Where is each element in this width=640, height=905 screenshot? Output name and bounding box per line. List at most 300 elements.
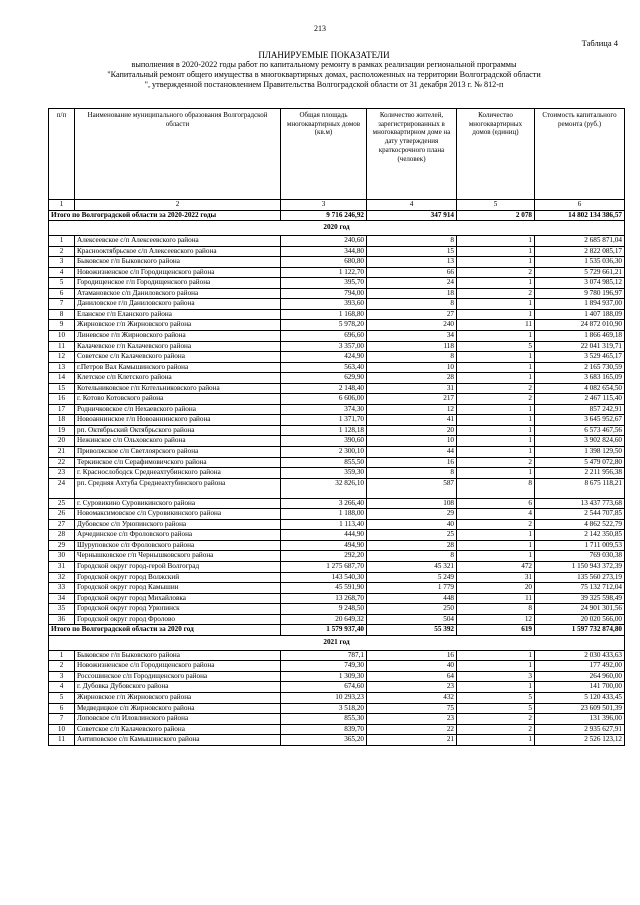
total-all-area: 9 716 246,92	[281, 210, 367, 221]
houses-value: 1	[457, 425, 535, 436]
area-value: 20 649,32	[281, 614, 367, 625]
houses-value: 2	[457, 267, 535, 278]
municipality-name: Линевское г/п Жирновского района	[75, 331, 281, 342]
municipality-name: Еланское г/п Еланского района	[75, 309, 281, 320]
municipality-name: Нежинское с/п Ольховского района	[75, 436, 281, 447]
cost-value: 6 573 467,56	[535, 425, 625, 436]
area-value: 6 606,00	[281, 394, 367, 405]
row-number: 35	[49, 604, 75, 615]
cost-value: 1 894 937,00	[535, 299, 625, 310]
table-row	[49, 561, 625, 572]
houses-value: 11	[457, 320, 535, 331]
municipality-name: Жирновское г/п Жирновского района	[75, 692, 281, 703]
area-value: 3 518,20	[281, 703, 367, 714]
area-value: 444,90	[281, 530, 367, 541]
houses-value: 1	[457, 530, 535, 541]
houses-value: 5	[457, 692, 535, 703]
houses-value: 2	[457, 724, 535, 735]
table-row	[49, 447, 625, 458]
residents-value: 8	[367, 299, 457, 310]
table-row	[49, 352, 625, 363]
municipality-name: Дубовское с/п Урюпинского района	[75, 519, 281, 530]
table-row	[49, 299, 625, 310]
table-row	[49, 236, 625, 247]
area-value: 393,60	[281, 299, 367, 310]
houses-value: 1	[457, 468, 535, 479]
table-row	[49, 415, 625, 426]
table-row	[49, 650, 625, 661]
table-row	[49, 671, 625, 682]
column-number: 4	[367, 200, 457, 211]
municipality-name: Даниловское г/п Даниловского района	[75, 299, 281, 310]
area-value: 3 357,00	[281, 341, 367, 352]
row-number: 1	[49, 650, 75, 661]
residents-value: 66	[367, 267, 457, 278]
table-row	[49, 362, 625, 373]
cost-value: 264 960,00	[535, 671, 625, 682]
residents-value: 12	[367, 404, 457, 415]
column-header: Стоимость капитального ремонта (руб.)	[535, 109, 625, 200]
subtitle-line-2: "Капитальный ремонт общего имущества в многоквартирных домах, расположенных на территории Волгоградской области	[107, 70, 541, 79]
table-row	[49, 341, 625, 352]
cost-value: 8 675 118,21	[535, 478, 625, 498]
cost-value: 20 020 566,00	[535, 614, 625, 625]
area-value: 680,80	[281, 257, 367, 268]
houses-value: 1	[457, 415, 535, 426]
cost-value: 2 685 871,04	[535, 236, 625, 247]
column-number: 2	[75, 200, 281, 211]
column-number-row	[49, 200, 625, 211]
row-number: 19	[49, 425, 75, 436]
residents-value: 118	[367, 341, 457, 352]
municipality-name: Новоаннинское г/п Новоаннинского района	[75, 415, 281, 426]
houses-value: 5	[457, 703, 535, 714]
column-number: 3	[281, 200, 367, 211]
cost-value: 1 398 129,50	[535, 447, 625, 458]
residents-value: 29	[367, 509, 457, 520]
cost-value: 3 902 824,60	[535, 436, 625, 447]
area-value: 563,40	[281, 362, 367, 373]
cost-value: 1 711 009,53	[535, 540, 625, 551]
row-number: 13	[49, 362, 75, 373]
year-total-cost: 1 597 732 874,80	[535, 625, 625, 636]
column-header: п/п	[49, 109, 75, 200]
area-value: 395,70	[281, 278, 367, 289]
municipality-name: г. Суровикино Суровикинского района	[75, 498, 281, 509]
residents-value: 22	[367, 724, 457, 735]
row-number: 10	[49, 724, 75, 735]
residents-value: 587	[367, 478, 457, 498]
residents-value: 23	[367, 714, 457, 725]
residents-value: 448	[367, 593, 457, 604]
municipality-name: Чернышковское г/п Чернышковского района	[75, 551, 281, 562]
residents-value: 8	[367, 551, 457, 562]
row-number: 11	[49, 341, 75, 352]
municipality-name: г. Дубовка Дубовского района	[75, 682, 281, 693]
municipality-name: Городской округ город Михайловка	[75, 593, 281, 604]
residents-value: 25	[367, 530, 457, 541]
table-header-row	[49, 109, 625, 200]
cost-value: 2 935 627,91	[535, 724, 625, 735]
table-row	[49, 320, 625, 331]
document-header	[26, 50, 622, 90]
municipality-name: Новожизненское с/п Городищенского района	[75, 267, 281, 278]
column-header: Наименование муниципального образования Волгоградской области	[75, 109, 281, 200]
houses-value: 2	[457, 383, 535, 394]
residents-value: 504	[367, 614, 457, 625]
residents-value: 23	[367, 682, 457, 693]
residents-value: 20	[367, 425, 457, 436]
row-number: 16	[49, 394, 75, 405]
area-value: 359,30	[281, 468, 367, 479]
municipality-name: Новожизненское с/п Городищенского района	[75, 661, 281, 672]
table-row	[49, 583, 625, 594]
houses-value: 1	[457, 331, 535, 342]
table-row	[49, 593, 625, 604]
table-row	[49, 519, 625, 530]
houses-value: 12	[457, 614, 535, 625]
row-number: 33	[49, 583, 75, 594]
houses-value: 1	[457, 551, 535, 562]
table-row	[49, 278, 625, 289]
area-value: 344,80	[281, 246, 367, 257]
residents-value: 1 779	[367, 583, 457, 594]
row-number: 18	[49, 415, 75, 426]
area-value: 13 268,70	[281, 593, 367, 604]
municipality-name: Городской округ город Фролово	[75, 614, 281, 625]
table-row	[49, 457, 625, 468]
row-number: 2	[49, 246, 75, 257]
row-number: 1	[49, 236, 75, 247]
residents-value: 10	[367, 436, 457, 447]
residents-value: 27	[367, 309, 457, 320]
houses-value: 6	[457, 498, 535, 509]
year-total-residents: 55 392	[367, 625, 457, 636]
row-number: 4	[49, 267, 75, 278]
cost-value: 1 150 943 372,39	[535, 561, 625, 572]
municipality-name: Алексеевское с/п Алексеевского района	[75, 236, 281, 247]
houses-value: 20	[457, 583, 535, 594]
municipality-name: Медведицкое с/п Жирновского района	[75, 703, 281, 714]
houses-value: 1	[457, 447, 535, 458]
municipality-name: Быковское г/п Быковского района	[75, 257, 281, 268]
cost-value: 39 325 598,49	[535, 593, 625, 604]
cost-value: 75 132 712,04	[535, 583, 625, 594]
row-number: 2	[49, 661, 75, 672]
table-label: Таблица 4	[581, 38, 618, 48]
column-header: Общая площадь многоквартирных домов (кв.м)	[281, 109, 367, 200]
houses-value: 1	[457, 540, 535, 551]
residents-value: 8	[367, 468, 457, 479]
row-number: 5	[49, 692, 75, 703]
houses-value: 2	[457, 714, 535, 725]
houses-value: 8	[457, 604, 535, 615]
cost-value: 5 479 072,80	[535, 457, 625, 468]
table-row	[49, 394, 625, 405]
cost-value: 3 683 165,09	[535, 373, 625, 384]
year-section-row	[49, 221, 625, 236]
row-number: 20	[49, 436, 75, 447]
houses-value: 1	[457, 309, 535, 320]
row-number: 6	[49, 703, 75, 714]
table-row	[49, 267, 625, 278]
municipality-name: Клетское с/п Клетского района	[75, 373, 281, 384]
cost-value: 23 609 501,39	[535, 703, 625, 714]
total-all-houses: 2 078	[457, 210, 535, 221]
municipality-name: Шуруповское с/п Фроловского района	[75, 540, 281, 551]
residents-value: 16	[367, 457, 457, 468]
area-value: 143 540,30	[281, 572, 367, 583]
table-row	[49, 425, 625, 436]
houses-value: 2	[457, 519, 535, 530]
residents-value: 41	[367, 415, 457, 426]
houses-value: 1	[457, 352, 535, 363]
municipality-name: Быковское г/п Быковского района	[75, 650, 281, 661]
area-value: 45 591,90	[281, 583, 367, 594]
municipality-name: г. Котово Котовского района	[75, 394, 281, 405]
table-row	[49, 540, 625, 551]
subtitle-line-3: ", утвержденной постановлением Правительства Волгоградской области от 31 декабря 2013 г. № 812-п	[144, 80, 504, 89]
column-number: 6	[535, 200, 625, 211]
houses-value: 5	[457, 341, 535, 352]
table-row	[49, 735, 625, 746]
cost-value: 1 407 188,09	[535, 309, 625, 320]
houses-value: 472	[457, 561, 535, 572]
table-row	[49, 551, 625, 562]
cost-value: 131 396,00	[535, 714, 625, 725]
row-number: 5	[49, 278, 75, 289]
row-number: 24	[49, 478, 75, 498]
cost-value: 1 866 469,18	[535, 331, 625, 342]
page-number: 213	[314, 24, 326, 33]
cost-value: 2 526 123,12	[535, 735, 625, 746]
row-number: 7	[49, 714, 75, 725]
column-header: Количество жителей, зарегистрированных в многоквартирном доме на дату утверждения краткосрочного плана (человек)	[367, 109, 457, 200]
row-number: 14	[49, 373, 75, 384]
area-value: 1 188,00	[281, 509, 367, 520]
cost-value: 22 041 319,71	[535, 341, 625, 352]
area-value: 1 168,80	[281, 309, 367, 320]
table-row	[49, 468, 625, 479]
row-number: 36	[49, 614, 75, 625]
table-row	[49, 692, 625, 703]
table-row	[49, 404, 625, 415]
cost-value: 4 862 522,79	[535, 519, 625, 530]
municipality-name: Калачевское г/п Калачевского района	[75, 341, 281, 352]
municipality-name: Краснооктябрьское с/п Алексеевского района	[75, 246, 281, 257]
houses-value: 1	[457, 278, 535, 289]
residents-value: 250	[367, 604, 457, 615]
table-row	[49, 703, 625, 714]
municipality-name: Жирновское г/п Жирновского района	[75, 320, 281, 331]
row-number: 27	[49, 519, 75, 530]
row-number: 22	[49, 457, 75, 468]
cost-value: 13 437 773,68	[535, 498, 625, 509]
residents-value: 432	[367, 692, 457, 703]
area-value: 10 293,23	[281, 692, 367, 703]
residents-value: 240	[367, 320, 457, 331]
table-row	[49, 724, 625, 735]
municipality-name: Новомаксимовское с/п Суровикинского района	[75, 509, 281, 520]
residents-value: 31	[367, 383, 457, 394]
area-value: 240,60	[281, 236, 367, 247]
total-all-row	[49, 210, 625, 221]
area-value: 629,90	[281, 373, 367, 384]
total-all-residents: 347 914	[367, 210, 457, 221]
area-value: 1 122,70	[281, 267, 367, 278]
area-value: 494,90	[281, 540, 367, 551]
row-number: 3	[49, 257, 75, 268]
area-value: 839,70	[281, 724, 367, 735]
area-value: 292,20	[281, 551, 367, 562]
houses-value: 11	[457, 593, 535, 604]
municipality-name: Арчединское с/п Фроловского района	[75, 530, 281, 541]
cost-value: 135 560 273,19	[535, 572, 625, 583]
residents-value: 44	[367, 447, 457, 458]
residents-value: 45 321	[367, 561, 457, 572]
residents-value: 75	[367, 703, 457, 714]
year-title: 2021 год	[49, 635, 625, 650]
year-total-label: Итого по Волгоградской области за 2020 год	[49, 625, 281, 636]
row-number: 7	[49, 299, 75, 310]
residents-value: 21	[367, 735, 457, 746]
table-row	[49, 714, 625, 725]
houses-value: 1	[457, 661, 535, 672]
area-value: 2 148,40	[281, 383, 367, 394]
row-number: 9	[49, 320, 75, 331]
year-total-area: 1 579 937,40	[281, 625, 367, 636]
residents-value: 18	[367, 288, 457, 299]
cost-value: 1 535 036,30	[535, 257, 625, 268]
cost-value: 24 872 010,90	[535, 320, 625, 331]
residents-value: 16	[367, 650, 457, 661]
area-value: 787,1	[281, 650, 367, 661]
table-row	[49, 257, 625, 268]
residents-value: 28	[367, 540, 457, 551]
municipality-name: рп. Октябрьский Октябрьского района	[75, 425, 281, 436]
cost-value: 2 822 085,17	[535, 246, 625, 257]
area-value: 374,30	[281, 404, 367, 415]
cost-value: 5 120 433,45	[535, 692, 625, 703]
cost-value: 9 780 196,97	[535, 288, 625, 299]
houses-value: 2	[457, 457, 535, 468]
area-value: 855,50	[281, 457, 367, 468]
area-value: 1 309,30	[281, 671, 367, 682]
residents-value: 24	[367, 278, 457, 289]
table-row	[49, 288, 625, 299]
area-value: 1 275 687,70	[281, 561, 367, 572]
table-row	[49, 309, 625, 320]
area-value: 32 826,10	[281, 478, 367, 498]
residents-value: 28	[367, 373, 457, 384]
residents-value: 40	[367, 519, 457, 530]
row-number: 10	[49, 331, 75, 342]
houses-value: 1	[457, 735, 535, 746]
residents-value: 40	[367, 661, 457, 672]
municipality-name: г. Краснослободск Среднеахтубинского района	[75, 468, 281, 479]
row-number: 25	[49, 498, 75, 509]
residents-value: 10	[367, 362, 457, 373]
municipality-name: Городской округ город Камышин	[75, 583, 281, 594]
table-row	[49, 383, 625, 394]
row-number: 15	[49, 383, 75, 394]
row-number: 28	[49, 530, 75, 541]
municipality-name: Советское с/п Калачевского района	[75, 352, 281, 363]
municipality-name: Городищенское г/п Городищенского района	[75, 278, 281, 289]
row-number: 8	[49, 309, 75, 320]
area-value: 749,30	[281, 661, 367, 672]
area-value: 855,30	[281, 714, 367, 725]
residents-value: 13	[367, 257, 457, 268]
residents-value: 15	[367, 246, 457, 257]
table-row	[49, 498, 625, 509]
municipality-name: Россошинское с/п Городищенского района	[75, 671, 281, 682]
column-number: 5	[457, 200, 535, 211]
municipality-name: Приволжское с/п Светлоярского района	[75, 447, 281, 458]
cost-value: 2 030 433,63	[535, 650, 625, 661]
document-title: ПЛАНИРУЕМЫЕ ПОКАЗАТЕЛИ	[258, 50, 390, 60]
row-number: 12	[49, 352, 75, 363]
municipality-name: рп. Средняя Ахтуба Среднеахтубинского района	[75, 478, 281, 498]
houses-value: 1	[457, 436, 535, 447]
residents-value: 8	[367, 236, 457, 247]
municipality-name: г.Петров Вал Камышинского района	[75, 362, 281, 373]
cost-value: 857 242,91	[535, 404, 625, 415]
column-header: Количество многоквартирных домов (единиц)	[457, 109, 535, 200]
residents-value: 217	[367, 394, 457, 405]
cost-value: 3 645 952,67	[535, 415, 625, 426]
houses-value: 3	[457, 671, 535, 682]
row-number: 3	[49, 671, 75, 682]
year-title: 2020 год	[49, 221, 625, 236]
cost-value: 2 211 956,38	[535, 468, 625, 479]
area-value: 5 978,20	[281, 320, 367, 331]
municipality-name: Антиповское с/п Камышинского района	[75, 735, 281, 746]
cost-value: 2 544 707,85	[535, 509, 625, 520]
area-value: 1 128,18	[281, 425, 367, 436]
row-number: 26	[49, 509, 75, 520]
houses-value: 1	[457, 650, 535, 661]
residents-value: 34	[367, 331, 457, 342]
total-all-label: Итого по Волгоградской области за 2020-2022 годы	[49, 210, 281, 221]
houses-value: 1	[457, 299, 535, 310]
table-row	[49, 478, 625, 498]
municipality-name: Городской округ город-герой Волгоград	[75, 561, 281, 572]
cost-value: 5 729 661,21	[535, 267, 625, 278]
cost-value: 3 529 465,17	[535, 352, 625, 363]
area-value: 794,00	[281, 288, 367, 299]
table-row	[49, 682, 625, 693]
houses-value: 1	[457, 373, 535, 384]
table-row	[49, 509, 625, 520]
table-row	[49, 530, 625, 541]
cost-value: 141 700,00	[535, 682, 625, 693]
houses-value: 8	[457, 478, 535, 498]
row-number: 31	[49, 561, 75, 572]
residents-value: 108	[367, 498, 457, 509]
year-section-row	[49, 635, 625, 650]
table-row	[49, 572, 625, 583]
year-total-row	[49, 625, 625, 636]
houses-value: 1	[457, 404, 535, 415]
houses-value: 1	[457, 236, 535, 247]
cost-value: 2 467 115,40	[535, 394, 625, 405]
area-value: 1 371,70	[281, 415, 367, 426]
total-all-cost: 14 802 134 386,57	[535, 210, 625, 221]
municipality-name: Родничковское с/п Нехаевского района	[75, 404, 281, 415]
row-number: 4	[49, 682, 75, 693]
subtitle-line-1: выполнения в 2020-2022 годы работ по капитальному ремонту в рамках реализации региональной программы	[131, 60, 517, 69]
